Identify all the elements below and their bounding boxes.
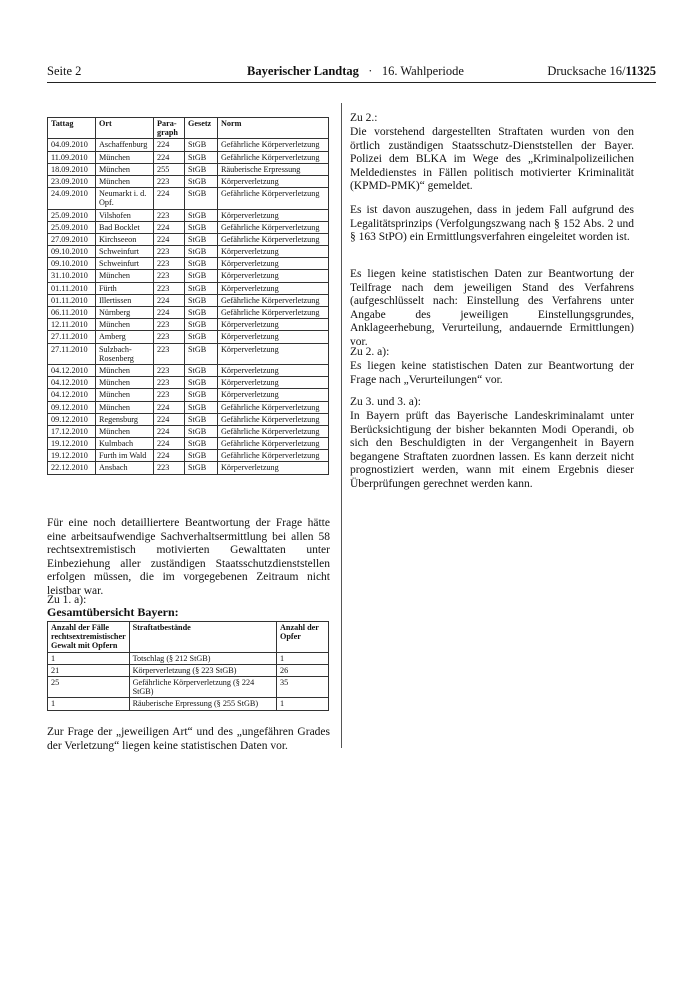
table-cell: 224 xyxy=(154,221,185,233)
paragraph-detail: Für eine noch detailliertere Beantwortung der Frage hätte eine arbeitsaufwendige Sachverhaltsermittlung bei allen 58 rechtsextremistisch motivierten Gewalttaten unter Einbeziehung aller zuständigen Staatsschutzdienststellen erfolgen müssen, die im vorgegebenen Zeitraum nicht leistbar war. xyxy=(47,517,330,597)
table-cell: 224 xyxy=(154,139,185,151)
table-cell: StGB xyxy=(185,258,218,270)
table-cell: 223 xyxy=(154,319,185,331)
table-cell: München xyxy=(96,163,154,175)
doc-prefix: Drucksache 16/ xyxy=(547,64,626,78)
table-cell: StGB xyxy=(185,331,218,343)
table-row xyxy=(48,676,329,697)
table-cell: Körperverletzung xyxy=(218,209,329,221)
table-cell: Körperverletzung xyxy=(218,377,329,389)
table-cell: 224 xyxy=(154,294,185,306)
table-cell: München xyxy=(96,151,154,163)
overview-table xyxy=(47,621,329,711)
table-cell: 224 xyxy=(154,233,185,245)
table-row xyxy=(48,425,329,437)
table-cell: StGB xyxy=(185,209,218,221)
table-row xyxy=(48,664,329,676)
column-header: Para- graph xyxy=(154,118,185,139)
table-cell: 25 xyxy=(48,676,130,697)
table-cell: München xyxy=(96,319,154,331)
table-row xyxy=(48,389,329,401)
document-number xyxy=(547,64,656,79)
table-row xyxy=(48,282,329,294)
table-row xyxy=(48,175,329,187)
header-center xyxy=(247,64,464,79)
table-row xyxy=(48,246,329,258)
heading-zu-2a: Zu 2. a): xyxy=(350,346,390,358)
table-cell: StGB xyxy=(185,307,218,319)
table-cell: Gefährliche Körperverletzung xyxy=(218,450,329,462)
table-cell: Körperverletzung xyxy=(218,389,329,401)
paragraph-legalitaetsprinzip: Es ist davon auszugehen, dass in jedem Fall aufgrund des Legalitätsprinzips (Verfolgungszwang nach § 152 Abs. 2 und § 163 StPO) ein Ermittlungsverfahren eingeleitet worden ist. xyxy=(350,204,634,244)
column-header: Tattag xyxy=(48,118,96,139)
table-cell: Gefährliche Körperverletzung (§ 224 StGB) xyxy=(129,676,276,697)
table-row xyxy=(48,294,329,306)
table-cell: StGB xyxy=(185,450,218,462)
table-cell: StGB xyxy=(185,319,218,331)
table-row xyxy=(48,462,329,474)
table-cell: 24.09.2010 xyxy=(48,188,96,209)
page-number: Seite 2 xyxy=(47,64,82,78)
table-cell: Räuberische Erpressung xyxy=(218,163,329,175)
table-cell: StGB xyxy=(185,151,218,163)
table-cell: Regensburg xyxy=(96,413,154,425)
table-cell: Ansbach xyxy=(96,462,154,474)
table-cell: StGB xyxy=(185,343,218,364)
table-cell: Gefährliche Körperverletzung xyxy=(218,188,329,209)
table-cell: 22.12.2010 xyxy=(48,462,96,474)
heading-zu-1a: Zu 1. a): xyxy=(47,594,87,606)
table-cell: StGB xyxy=(185,401,218,413)
heading-zu-2: Zu 2.: xyxy=(350,112,378,124)
table-row xyxy=(48,343,329,364)
table-cell: Körperverletzung xyxy=(218,258,329,270)
table-cell: Illertissen xyxy=(96,294,154,306)
table-cell: 04.12.2010 xyxy=(48,389,96,401)
table-cell: Gefährliche Körperverletzung xyxy=(218,401,329,413)
table-cell: StGB xyxy=(185,163,218,175)
offence-table-header xyxy=(48,118,329,139)
table-cell: München xyxy=(96,175,154,187)
table-cell: Körperverletzung xyxy=(218,462,329,474)
table-cell: 1 xyxy=(277,698,329,710)
table-row xyxy=(48,233,329,245)
table-cell: Sulzbach- Rosenberg xyxy=(96,343,154,364)
table-cell: StGB xyxy=(185,425,218,437)
table-cell: München xyxy=(96,401,154,413)
table-cell: Kulmbach xyxy=(96,438,154,450)
table-row xyxy=(48,331,329,343)
table-cell: Körperverletzung xyxy=(218,364,329,376)
column-header: Gesetz xyxy=(185,118,218,139)
table-row xyxy=(48,698,329,710)
table-cell: 223 xyxy=(154,462,185,474)
table-cell: StGB xyxy=(185,246,218,258)
table-cell: StGB xyxy=(185,364,218,376)
table-cell: StGB xyxy=(185,282,218,294)
table-cell: Neumarkt i. d. Opf. xyxy=(96,188,154,209)
table-cell: Körperverletzung xyxy=(218,270,329,282)
table-cell: StGB xyxy=(185,377,218,389)
table-cell: 224 xyxy=(154,438,185,450)
paragraph-modi-operandi: In Bayern prüft das Bayerische Landeskriminalamt unter Berücksichtigung der bisher bekannten Modi Operandi, ob sich den Beschuldigten in der Vergangenheit in Bayern begangene Straftaten zuordnen lassen. Es kann derzeit nicht prognostiziert werden, wann mit einem Ergebnis dieser Überprüfungen gerechnet werden kann. xyxy=(350,410,634,490)
heading-gesamtuebersicht: Gesamtübersicht Bayern: xyxy=(47,605,179,619)
table-cell: 224 xyxy=(154,401,185,413)
offence-table xyxy=(47,117,329,475)
table-cell: 06.11.2010 xyxy=(48,307,96,319)
table-cell: 223 xyxy=(154,175,185,187)
table-cell: 12.11.2010 xyxy=(48,319,96,331)
table-cell: München xyxy=(96,425,154,437)
table-cell: München xyxy=(96,270,154,282)
table-cell: 1 xyxy=(277,652,329,664)
table-cell: Kirchseeon xyxy=(96,233,154,245)
table-cell: 19.12.2010 xyxy=(48,450,96,462)
table-cell: Gefährliche Körperverletzung xyxy=(218,233,329,245)
table-cell: Schweinfurt xyxy=(96,246,154,258)
overview-table-header xyxy=(48,622,329,653)
table-cell: 17.12.2010 xyxy=(48,425,96,437)
table-cell: 224 xyxy=(154,425,185,437)
header-separator: · xyxy=(368,64,373,78)
table-cell: 224 xyxy=(154,188,185,209)
table-cell: 255 xyxy=(154,163,185,175)
table-cell: 23.09.2010 xyxy=(48,175,96,187)
table-cell: München xyxy=(96,377,154,389)
table-row xyxy=(48,377,329,389)
table-cell: 1 xyxy=(48,652,130,664)
table-cell: Räuberische Erpressung (§ 255 StGB) xyxy=(129,698,276,710)
table-cell: 223 xyxy=(154,343,185,364)
table-cell: Schweinfurt xyxy=(96,258,154,270)
table-cell: Gefährliche Körperverletzung xyxy=(218,413,329,425)
table-cell: München xyxy=(96,389,154,401)
table-cell: 223 xyxy=(154,377,185,389)
table-cell: Gefährliche Körperverletzung xyxy=(218,438,329,450)
table-cell: 21 xyxy=(48,664,130,676)
table-row xyxy=(48,401,329,413)
table-cell: Körperverletzung (§ 223 StGB) xyxy=(129,664,276,676)
table-cell: 09.10.2010 xyxy=(48,258,96,270)
table-row xyxy=(48,209,329,221)
table-cell: 35 xyxy=(277,676,329,697)
table-cell: 223 xyxy=(154,270,185,282)
table-row xyxy=(48,270,329,282)
table-cell: StGB xyxy=(185,389,218,401)
table-row xyxy=(48,652,329,664)
table-row xyxy=(48,151,329,163)
table-cell: Vilshofen xyxy=(96,209,154,221)
column-header: Anzahl der Opfer xyxy=(277,622,329,653)
table-row xyxy=(48,413,329,425)
table-row xyxy=(48,221,329,233)
table-cell: 04.09.2010 xyxy=(48,139,96,151)
table-cell: 09.10.2010 xyxy=(48,246,96,258)
table-cell: 26 xyxy=(277,664,329,676)
table-cell: StGB xyxy=(185,139,218,151)
table-cell: 1 xyxy=(48,698,130,710)
table-row xyxy=(48,258,329,270)
table-cell: Gefährliche Körperverletzung xyxy=(218,425,329,437)
table-cell: StGB xyxy=(185,413,218,425)
table-row xyxy=(48,450,329,462)
paragraph-verfahrensstand: Es liegen keine statistischen Daten zur Beantwortung der Teilfrage nach dem jeweiligen Stand des Verfahrens (aufgeschlüsselt nach: Einstellung des Verfahrens unter Angabe des jeweiligen Einstellungsgrundes, Anklageerhebung, Verurteilung, andauernde Ermittlungen) vor. xyxy=(350,268,634,348)
table-cell: 25.09.2010 xyxy=(48,221,96,233)
table-cell: 224 xyxy=(154,151,185,163)
table-row xyxy=(48,139,329,151)
table-cell: 223 xyxy=(154,282,185,294)
table-row xyxy=(48,364,329,376)
table-cell: 09.12.2010 xyxy=(48,413,96,425)
column-header: Anzahl der Fälle rechtsextremistischer Gewalt mit Opfern xyxy=(48,622,130,653)
table-cell: 01.11.2010 xyxy=(48,294,96,306)
table-cell: 04.12.2010 xyxy=(48,364,96,376)
table-cell: Amberg xyxy=(96,331,154,343)
table-cell: 25.09.2010 xyxy=(48,209,96,221)
table-cell: Körperverletzung xyxy=(218,282,329,294)
column-divider xyxy=(341,103,342,748)
header-rule xyxy=(47,82,656,83)
table-cell: Fürth xyxy=(96,282,154,294)
table-cell: Gefährliche Körperverletzung xyxy=(218,139,329,151)
heading-zu-3: Zu 3. und 3. a): xyxy=(350,396,421,408)
table-row xyxy=(48,163,329,175)
table-cell: Furth im Wald xyxy=(96,450,154,462)
table-cell: 09.12.2010 xyxy=(48,401,96,413)
table-cell: 223 xyxy=(154,331,185,343)
table-cell: 223 xyxy=(154,246,185,258)
table-cell: 27.11.2010 xyxy=(48,343,96,364)
table-row xyxy=(48,307,329,319)
column-header: Straftatbestände xyxy=(129,622,276,653)
table-cell: StGB xyxy=(185,233,218,245)
paragraph-verurteilungen: Es liegen keine statistischen Daten zur Beantwortung der Frage nach „Verurteilungen“ vor. xyxy=(350,360,634,386)
table-cell: StGB xyxy=(185,175,218,187)
doc-number: 11325 xyxy=(625,64,656,78)
table-cell: Gefährliche Körperverletzung xyxy=(218,307,329,319)
parliament-name: Bayerischer Landtag xyxy=(247,64,359,78)
page-header xyxy=(47,64,656,78)
table-cell: StGB xyxy=(185,462,218,474)
table-cell: 223 xyxy=(154,364,185,376)
paragraph-zu-2-meldung: Die vorstehend dargestellten Straftaten wurden von den örtlich zuständigen Staatsschutz-Dienststellen der Bayer. Polizei dem BLKA im Wege des „Kriminalpolizeilichen Meldedienstes in Fällen politisch motivierter Kriminalität (KPMD-PMK)“ gemeldet. xyxy=(350,126,634,193)
table-cell: StGB xyxy=(185,188,218,209)
table-cell: Gefährliche Körperverletzung xyxy=(218,151,329,163)
table-cell: Nürnberg xyxy=(96,307,154,319)
table-row xyxy=(48,319,329,331)
legislative-period: 16. Wahlperiode xyxy=(381,64,464,78)
table-cell: 31.10.2010 xyxy=(48,270,96,282)
table-cell: Körperverletzung xyxy=(218,331,329,343)
paragraph-art-verletzung: Zur Frage der „jeweiligen Art“ und des „ungefähren Grades der Verletzung“ liegen keine statistischen Daten vor. xyxy=(47,726,330,752)
table-cell: 18.09.2010 xyxy=(48,163,96,175)
table-cell: 11.09.2010 xyxy=(48,151,96,163)
table-cell: München xyxy=(96,364,154,376)
table-row xyxy=(48,188,329,209)
table-cell: 04.12.2010 xyxy=(48,377,96,389)
table-cell: Gefährliche Körperverletzung xyxy=(218,294,329,306)
table-row xyxy=(48,438,329,450)
table-cell: 19.12.2010 xyxy=(48,438,96,450)
table-cell: StGB xyxy=(185,221,218,233)
table-cell: Totschlag (§ 212 StGB) xyxy=(129,652,276,664)
table-cell: StGB xyxy=(185,270,218,282)
table-cell: Gefährliche Körperverletzung xyxy=(218,221,329,233)
table-cell: 224 xyxy=(154,413,185,425)
table-cell: Bad Bocklet xyxy=(96,221,154,233)
column-header: Norm xyxy=(218,118,329,139)
table-cell: 223 xyxy=(154,209,185,221)
table-cell: Körperverletzung xyxy=(218,343,329,364)
table-cell: Körperverletzung xyxy=(218,319,329,331)
table-cell: Körperverletzung xyxy=(218,246,329,258)
table-cell: 223 xyxy=(154,258,185,270)
table-cell: Körperverletzung xyxy=(218,175,329,187)
table-cell: 01.11.2010 xyxy=(48,282,96,294)
table-cell: 224 xyxy=(154,307,185,319)
table-cell: StGB xyxy=(185,294,218,306)
table-cell: 224 xyxy=(154,450,185,462)
table-cell: 27.11.2010 xyxy=(48,331,96,343)
column-header: Ort xyxy=(96,118,154,139)
table-cell: StGB xyxy=(185,438,218,450)
table-cell: 27.09.2010 xyxy=(48,233,96,245)
table-cell: Aschaffenburg xyxy=(96,139,154,151)
table-cell: 223 xyxy=(154,389,185,401)
